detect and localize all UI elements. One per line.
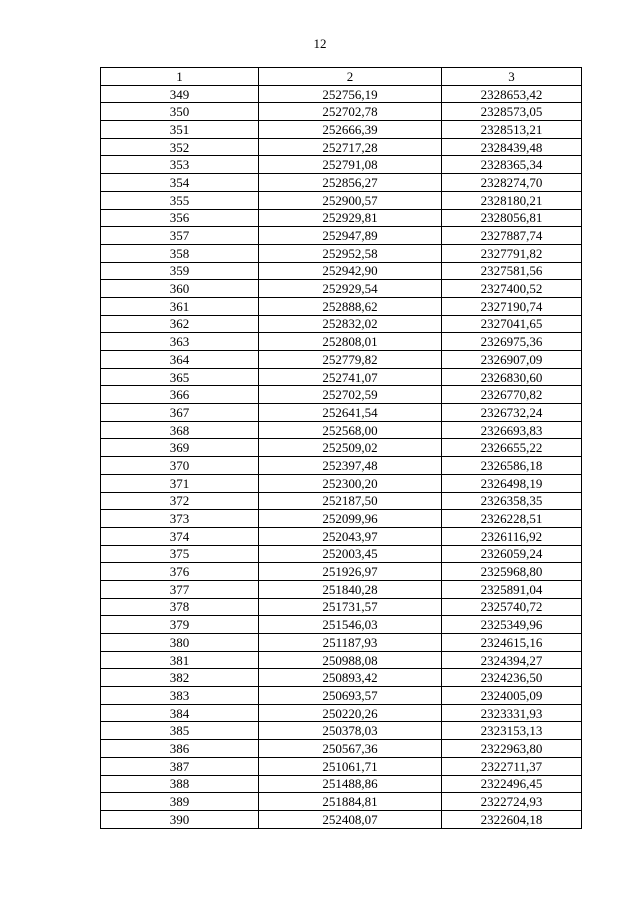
point-number-cell: 362 bbox=[101, 315, 259, 333]
y-coordinate-cell: 2324236,50 bbox=[442, 669, 582, 687]
point-number-cell: 384 bbox=[101, 704, 259, 722]
y-coordinate-cell: 2328180,21 bbox=[442, 191, 582, 209]
x-coordinate-cell: 250378,03 bbox=[259, 722, 442, 740]
y-coordinate-cell: 2326770,82 bbox=[442, 386, 582, 404]
x-coordinate-cell: 251187,93 bbox=[259, 634, 442, 652]
x-coordinate-cell: 252187,50 bbox=[259, 492, 442, 510]
y-coordinate-cell: 2325740,72 bbox=[442, 598, 582, 616]
x-coordinate-cell: 252003,45 bbox=[259, 545, 442, 563]
x-coordinate-cell: 252397,48 bbox=[259, 457, 442, 475]
x-coordinate-cell: 250567,36 bbox=[259, 740, 442, 758]
x-coordinate-cell: 252779,82 bbox=[259, 351, 442, 369]
y-coordinate-cell: 2325968,80 bbox=[442, 563, 582, 581]
x-coordinate-cell: 251840,28 bbox=[259, 580, 442, 598]
y-coordinate-cell: 2326693,83 bbox=[442, 421, 582, 439]
x-coordinate-cell: 251488,86 bbox=[259, 775, 442, 793]
x-coordinate-cell: 252929,54 bbox=[259, 280, 442, 298]
x-coordinate-cell: 251731,57 bbox=[259, 598, 442, 616]
y-coordinate-cell: 2326116,92 bbox=[442, 527, 582, 545]
table-row bbox=[101, 439, 582, 457]
coordinates-table bbox=[100, 67, 582, 829]
point-number-cell: 378 bbox=[101, 598, 259, 616]
x-coordinate-cell: 252791,08 bbox=[259, 156, 442, 174]
y-coordinate-cell: 2326059,24 bbox=[442, 545, 582, 563]
point-number-cell: 387 bbox=[101, 757, 259, 775]
y-coordinate-cell: 2327581,56 bbox=[442, 262, 582, 280]
point-number-cell: 364 bbox=[101, 351, 259, 369]
x-coordinate-cell: 252300,20 bbox=[259, 474, 442, 492]
x-coordinate-cell: 252856,27 bbox=[259, 174, 442, 192]
point-number-cell: 358 bbox=[101, 244, 259, 262]
point-number-cell: 365 bbox=[101, 368, 259, 386]
x-coordinate-cell: 252702,59 bbox=[259, 386, 442, 404]
y-coordinate-cell: 2326498,19 bbox=[442, 474, 582, 492]
x-coordinate-cell: 252888,62 bbox=[259, 297, 442, 315]
y-coordinate-cell: 2322724,93 bbox=[442, 793, 582, 811]
y-coordinate-cell: 2328653,42 bbox=[442, 85, 582, 103]
table-body bbox=[101, 85, 582, 828]
point-number-cell: 375 bbox=[101, 545, 259, 563]
point-number-cell: 353 bbox=[101, 156, 259, 174]
table-row bbox=[101, 616, 582, 634]
table-row bbox=[101, 598, 582, 616]
table-row bbox=[101, 810, 582, 828]
table-row bbox=[101, 244, 582, 262]
y-coordinate-cell: 2328513,21 bbox=[442, 121, 582, 139]
table-row bbox=[101, 262, 582, 280]
x-coordinate-cell: 250693,57 bbox=[259, 687, 442, 705]
x-coordinate-cell: 251546,03 bbox=[259, 616, 442, 634]
y-coordinate-cell: 2322711,37 bbox=[442, 757, 582, 775]
table-row bbox=[101, 704, 582, 722]
column-header-1: 1 bbox=[101, 68, 259, 86]
x-coordinate-cell: 252756,19 bbox=[259, 85, 442, 103]
table-row bbox=[101, 156, 582, 174]
table-row bbox=[101, 386, 582, 404]
y-coordinate-cell: 2327041,65 bbox=[442, 315, 582, 333]
page-number: 12 bbox=[313, 36, 327, 51]
x-coordinate-cell: 252929,81 bbox=[259, 209, 442, 227]
y-coordinate-cell: 2326228,51 bbox=[442, 510, 582, 528]
table-row bbox=[101, 563, 582, 581]
table-row bbox=[101, 191, 582, 209]
y-coordinate-cell: 2322496,45 bbox=[442, 775, 582, 793]
point-number-cell: 369 bbox=[101, 439, 259, 457]
column-header-2: 2 bbox=[259, 68, 442, 86]
y-coordinate-cell: 2326830,60 bbox=[442, 368, 582, 386]
point-number-cell: 370 bbox=[101, 457, 259, 475]
y-coordinate-cell: 2327400,52 bbox=[442, 280, 582, 298]
x-coordinate-cell: 251061,71 bbox=[259, 757, 442, 775]
table-row bbox=[101, 138, 582, 156]
y-coordinate-cell: 2323331,93 bbox=[442, 704, 582, 722]
x-coordinate-cell: 252808,01 bbox=[259, 333, 442, 351]
y-coordinate-cell: 2325891,04 bbox=[442, 580, 582, 598]
y-coordinate-cell: 2322604,18 bbox=[442, 810, 582, 828]
point-number-cell: 359 bbox=[101, 262, 259, 280]
table-row bbox=[101, 527, 582, 545]
point-number-cell: 385 bbox=[101, 722, 259, 740]
y-coordinate-cell: 2327190,74 bbox=[442, 297, 582, 315]
x-coordinate-cell: 252952,58 bbox=[259, 244, 442, 262]
table-row bbox=[101, 404, 582, 422]
y-coordinate-cell: 2328573,05 bbox=[442, 103, 582, 121]
x-coordinate-cell: 250893,42 bbox=[259, 669, 442, 687]
table-row bbox=[101, 351, 582, 369]
y-coordinate-cell: 2326586,18 bbox=[442, 457, 582, 475]
y-coordinate-cell: 2326975,36 bbox=[442, 333, 582, 351]
table-row bbox=[101, 545, 582, 563]
x-coordinate-cell: 252408,07 bbox=[259, 810, 442, 828]
point-number-cell: 373 bbox=[101, 510, 259, 528]
y-coordinate-cell: 2323153,13 bbox=[442, 722, 582, 740]
point-number-cell: 388 bbox=[101, 775, 259, 793]
table-row bbox=[101, 651, 582, 669]
point-number-cell: 355 bbox=[101, 191, 259, 209]
y-coordinate-cell: 2326732,24 bbox=[442, 404, 582, 422]
point-number-cell: 363 bbox=[101, 333, 259, 351]
y-coordinate-cell: 2328365,34 bbox=[442, 156, 582, 174]
y-coordinate-cell: 2322963,80 bbox=[442, 740, 582, 758]
point-number-cell: 349 bbox=[101, 85, 259, 103]
point-number-cell: 368 bbox=[101, 421, 259, 439]
column-header-3: 3 bbox=[442, 68, 582, 86]
point-number-cell: 389 bbox=[101, 793, 259, 811]
x-coordinate-cell: 252641,54 bbox=[259, 404, 442, 422]
table-row bbox=[101, 775, 582, 793]
y-coordinate-cell: 2325349,96 bbox=[442, 616, 582, 634]
y-coordinate-cell: 2324615,16 bbox=[442, 634, 582, 652]
point-number-cell: 357 bbox=[101, 227, 259, 245]
x-coordinate-cell: 252568,00 bbox=[259, 421, 442, 439]
point-number-cell: 381 bbox=[101, 651, 259, 669]
x-coordinate-cell: 252942,90 bbox=[259, 262, 442, 280]
point-number-cell: 377 bbox=[101, 580, 259, 598]
table-row bbox=[101, 103, 582, 121]
y-coordinate-cell: 2326358,35 bbox=[442, 492, 582, 510]
table-row bbox=[101, 580, 582, 598]
point-number-cell: 390 bbox=[101, 810, 259, 828]
table-row bbox=[101, 315, 582, 333]
point-number-cell: 360 bbox=[101, 280, 259, 298]
table-header-row bbox=[101, 68, 582, 86]
table-row bbox=[101, 121, 582, 139]
point-number-cell: 371 bbox=[101, 474, 259, 492]
x-coordinate-cell: 252099,96 bbox=[259, 510, 442, 528]
table-row bbox=[101, 297, 582, 315]
table-row bbox=[101, 740, 582, 758]
x-coordinate-cell: 252043,97 bbox=[259, 527, 442, 545]
point-number-cell: 386 bbox=[101, 740, 259, 758]
x-coordinate-cell: 252947,89 bbox=[259, 227, 442, 245]
x-coordinate-cell: 252509,02 bbox=[259, 439, 442, 457]
table-row bbox=[101, 669, 582, 687]
table-row bbox=[101, 510, 582, 528]
y-coordinate-cell: 2328439,48 bbox=[442, 138, 582, 156]
point-number-cell: 354 bbox=[101, 174, 259, 192]
table-row bbox=[101, 421, 582, 439]
x-coordinate-cell: 252741,07 bbox=[259, 368, 442, 386]
x-coordinate-cell: 251884,81 bbox=[259, 793, 442, 811]
x-coordinate-cell: 250988,08 bbox=[259, 651, 442, 669]
y-coordinate-cell: 2326907,09 bbox=[442, 351, 582, 369]
x-coordinate-cell: 252702,78 bbox=[259, 103, 442, 121]
x-coordinate-cell: 252832,02 bbox=[259, 315, 442, 333]
y-coordinate-cell: 2324394,27 bbox=[442, 651, 582, 669]
x-coordinate-cell: 251926,97 bbox=[259, 563, 442, 581]
table-row bbox=[101, 634, 582, 652]
table-row bbox=[101, 227, 582, 245]
table-row bbox=[101, 457, 582, 475]
table-row bbox=[101, 368, 582, 386]
table-row bbox=[101, 85, 582, 103]
y-coordinate-cell: 2327791,82 bbox=[442, 244, 582, 262]
y-coordinate-cell: 2326655,22 bbox=[442, 439, 582, 457]
table-row bbox=[101, 333, 582, 351]
point-number-cell: 367 bbox=[101, 404, 259, 422]
table-row bbox=[101, 280, 582, 298]
x-coordinate-cell: 252666,39 bbox=[259, 121, 442, 139]
point-number-cell: 352 bbox=[101, 138, 259, 156]
point-number-cell: 356 bbox=[101, 209, 259, 227]
point-number-cell: 379 bbox=[101, 616, 259, 634]
point-number-cell: 383 bbox=[101, 687, 259, 705]
point-number-cell: 366 bbox=[101, 386, 259, 404]
y-coordinate-cell: 2328274,70 bbox=[442, 174, 582, 192]
point-number-cell: 382 bbox=[101, 669, 259, 687]
table-row bbox=[101, 492, 582, 510]
point-number-cell: 372 bbox=[101, 492, 259, 510]
point-number-cell: 350 bbox=[101, 103, 259, 121]
table-row bbox=[101, 174, 582, 192]
table-row bbox=[101, 722, 582, 740]
table-row bbox=[101, 757, 582, 775]
x-coordinate-cell: 252900,57 bbox=[259, 191, 442, 209]
y-coordinate-cell: 2328056,81 bbox=[442, 209, 582, 227]
table-row bbox=[101, 474, 582, 492]
table-row bbox=[101, 793, 582, 811]
point-number-cell: 361 bbox=[101, 297, 259, 315]
point-number-cell: 351 bbox=[101, 121, 259, 139]
table-row bbox=[101, 209, 582, 227]
table-row bbox=[101, 687, 582, 705]
y-coordinate-cell: 2327887,74 bbox=[442, 227, 582, 245]
point-number-cell: 376 bbox=[101, 563, 259, 581]
x-coordinate-cell: 250220,26 bbox=[259, 704, 442, 722]
x-coordinate-cell: 252717,28 bbox=[259, 138, 442, 156]
point-number-cell: 380 bbox=[101, 634, 259, 652]
y-coordinate-cell: 2324005,09 bbox=[442, 687, 582, 705]
point-number-cell: 374 bbox=[101, 527, 259, 545]
